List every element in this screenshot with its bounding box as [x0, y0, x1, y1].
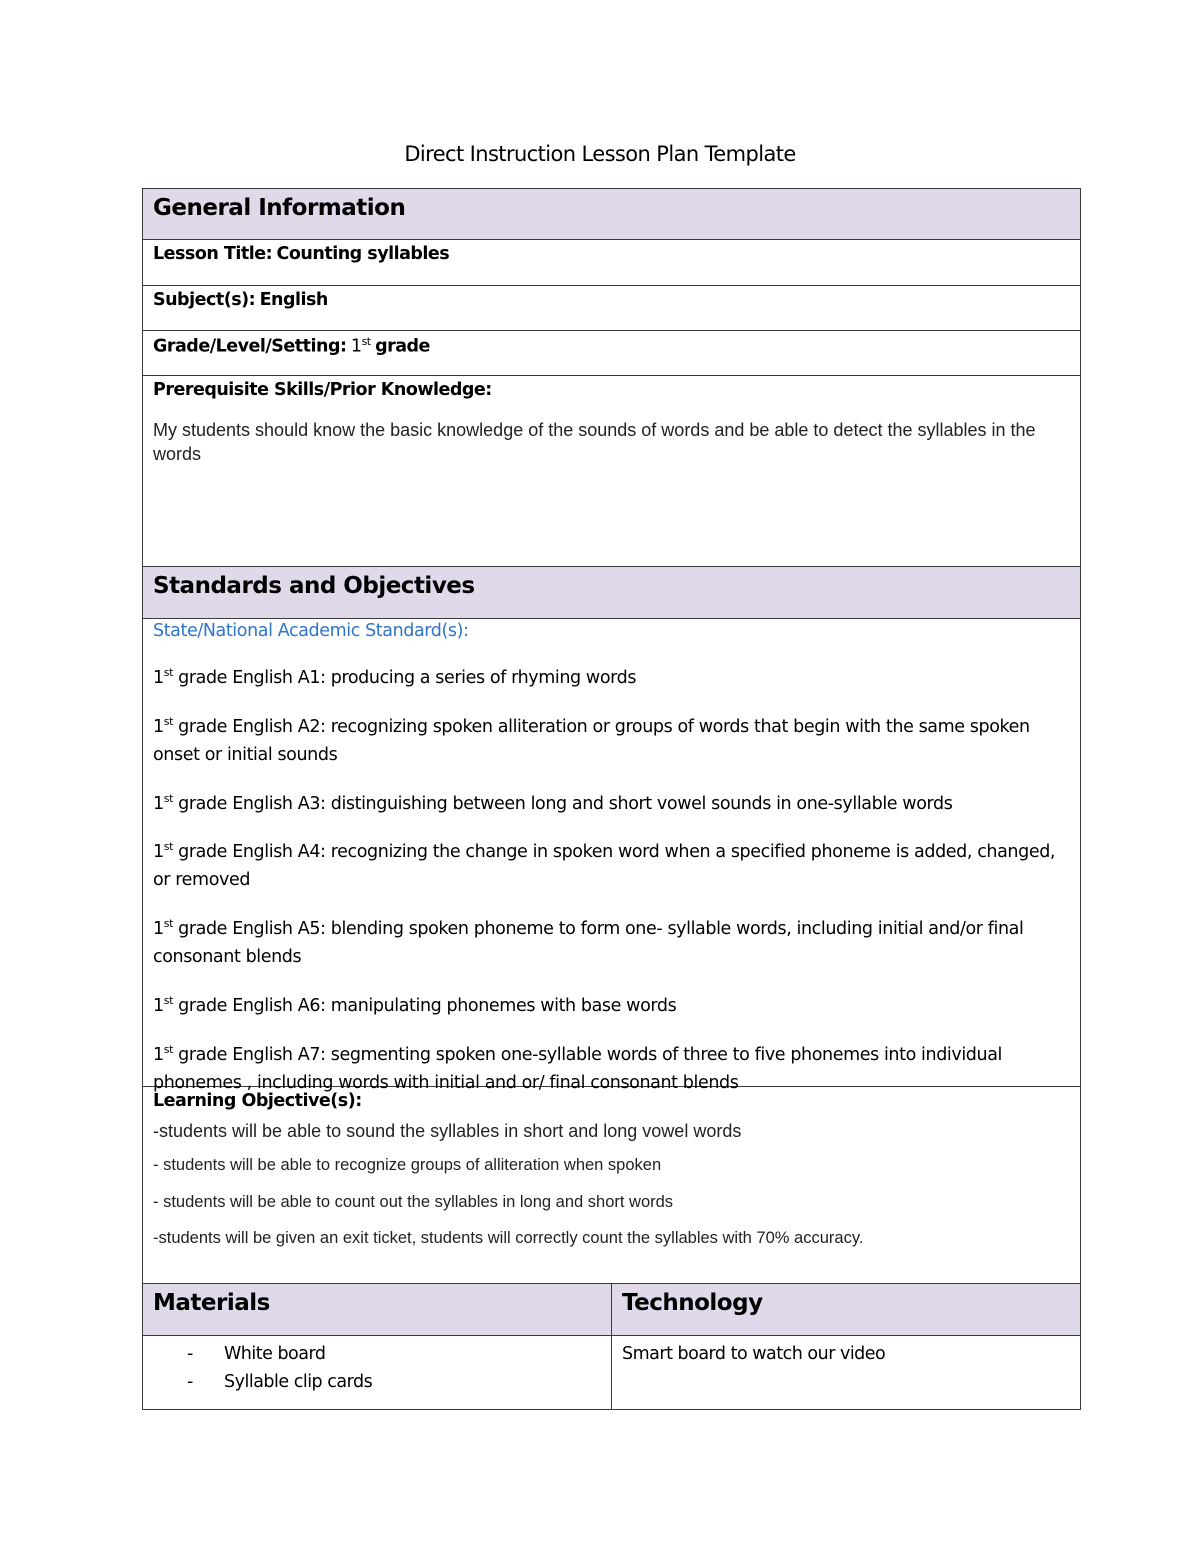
technology-text: Smart board to watch our video	[622, 1344, 886, 1364]
grade-number: 1	[350, 336, 362, 357]
materials-technology-header-row	[142, 1284, 1081, 1336]
technology-cell	[611, 1336, 1081, 1410]
materials-cell	[142, 1336, 611, 1410]
standard-item: 1st grade English A4: recognizing the change in spoken word when a specified phoneme is added, changed, or removed	[153, 840, 1056, 891]
lesson-title-label: Lesson Title:	[153, 244, 273, 264]
grade-suffix: st	[361, 335, 371, 348]
objective-item: -students will be given an exit ticket, students will correctly count the syllables with 70% accuracy.	[153, 1229, 864, 1247]
lesson-title-value: Counting syllables	[276, 244, 450, 264]
grade-label: Grade/Level/Setting:	[153, 336, 347, 357]
technology-heading: Technology	[611, 1284, 1081, 1336]
lesson-title-row	[142, 240, 1081, 286]
materials-technology-body-row	[142, 1336, 1081, 1410]
prerequisite-row	[142, 376, 1081, 567]
prerequisite-text: My students should know the basic knowledge of the sounds of words and be able to detect the syllables in the words	[153, 420, 1036, 464]
general-information-heading: General Information	[142, 188, 1081, 240]
materials-item: - Syllable clip cards	[187, 1372, 373, 1392]
standard-item: 1st grade English A2: recognizing spoken alliteration or groups of words that begin with the same spoken onset or initial sounds	[153, 714, 1030, 765]
subject-value: English	[259, 290, 328, 310]
objective-item: - students will be able to recognize groups of alliteration when spoken	[153, 1156, 662, 1174]
lesson-plan-table	[142, 188, 1081, 1410]
objective-item: -students will be able to sound the syllables in short and long vowel words	[153, 1121, 742, 1141]
standards-heading: Standards and Objectives	[142, 567, 1081, 619]
standard-item: 1st grade English A3: distinguishing between long and short vowel sounds in one-syllable words	[153, 791, 953, 814]
subject-label: Subject(s):	[153, 290, 256, 310]
standard-item: 1st grade English A1: producing a series of rhyming words	[153, 666, 637, 688]
learning-objectives-label: Learning Objective(s):	[153, 1091, 362, 1111]
standards-row	[142, 619, 1081, 1093]
materials-item: - White board	[187, 1344, 326, 1364]
subject-row	[142, 286, 1081, 331]
standards-list	[153, 659, 1070, 1097]
standard-item: 1st grade English A5: blending spoken phoneme to form one- syllable words, including initial and/or final consonant blends	[153, 917, 1024, 968]
standard-item: 1st grade English A6: manipulating phonemes with base words	[153, 994, 677, 1016]
standard-item: 1st grade English A7: segmenting spoken one-syllable words of three to five phonemes into individual phonemes , including words with initial and or/ final consonant blends	[153, 1042, 1002, 1093]
prerequisite-label: Prerequisite Skills/Prior Knowledge:	[153, 380, 492, 400]
document-title: Direct Instruction Lesson Plan Template	[404, 142, 796, 166]
objective-item: - students will be able to count out the syllables in long and short words	[153, 1193, 674, 1211]
learning-objectives-row	[142, 1087, 1081, 1284]
grade-word: grade	[375, 336, 430, 357]
grade-row	[142, 331, 1081, 376]
standards-subheading: State/National Academic Standard(s):	[153, 621, 469, 641]
materials-heading: Materials	[142, 1284, 611, 1336]
